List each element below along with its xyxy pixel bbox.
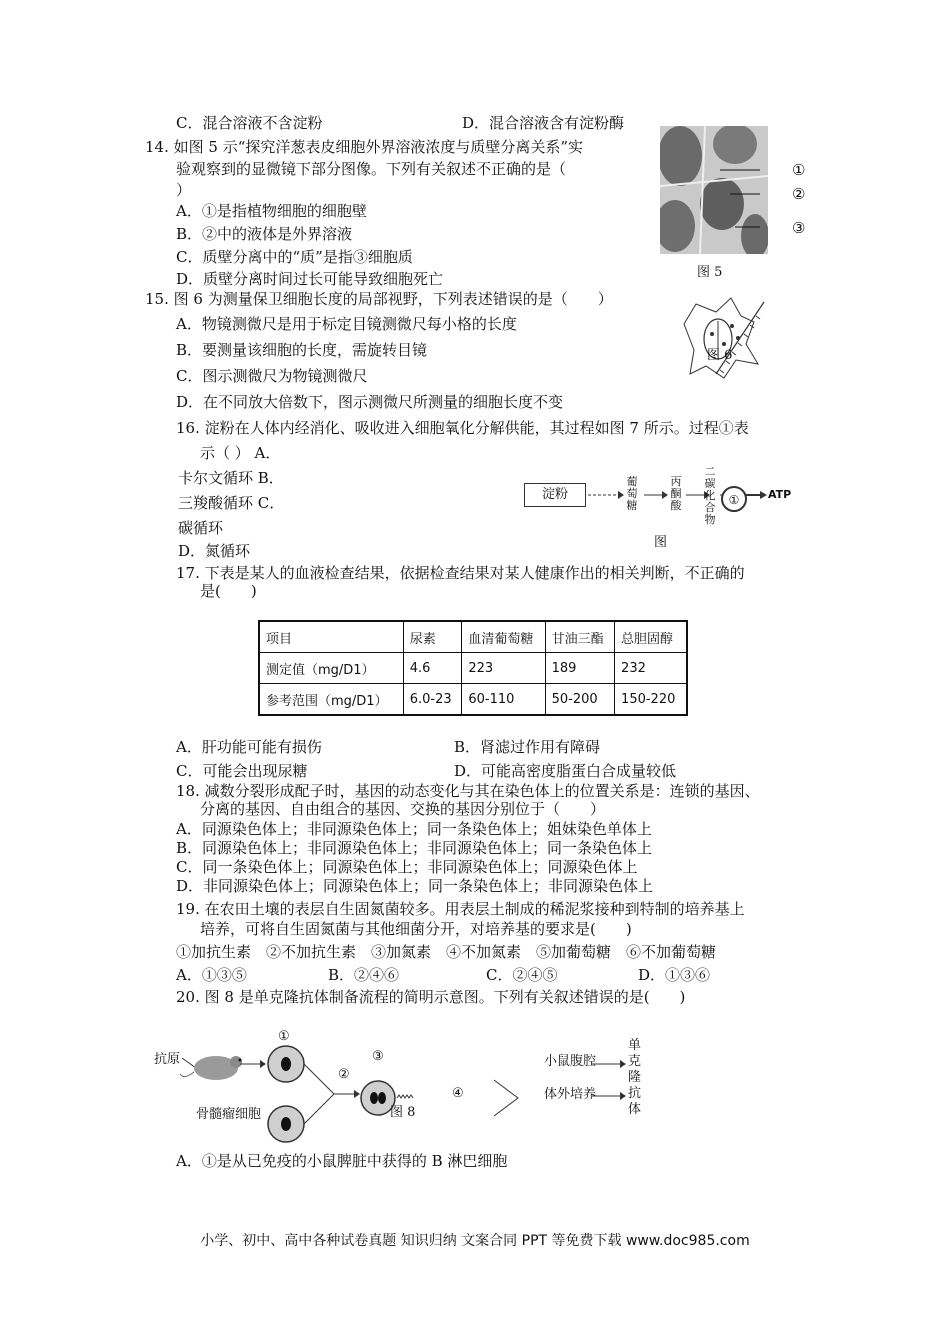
table-cell: 189	[545, 653, 614, 684]
q16-option-b: 三羧酸循环 C．	[178, 494, 285, 512]
q17-option-d: D．可能高密度脂蛋白合成量较低	[454, 762, 677, 780]
figure-5-pointer-lines	[720, 160, 760, 240]
figure-5-label-1: ①	[792, 161, 806, 179]
q16-option-c: 碳循环	[178, 519, 224, 537]
figure-8-product: 单克隆抗体	[628, 1038, 642, 1117]
q18-stem-line1: 18. 减数分裂形成配子时，基因的动态变化与其在染色体上的位置关系是：连锁的基因、	[176, 782, 760, 800]
q17-stem-line2: 是( )	[200, 582, 257, 600]
figure-8-mouse-abdomen: 小鼠腹腔	[544, 1054, 597, 1069]
figure-7-two-carbon: 二碳化合物	[704, 465, 716, 526]
q14-option-c: C．质壁分离中的“质”是指③细胞质	[176, 248, 413, 266]
q16-option-a: 卡尔文循环 B．	[178, 469, 284, 487]
figure-8-product-arrows	[592, 1056, 628, 1106]
q18-option-d: D．非同源染色体上；同源染色体上；同一条染色体上；非同源染色体上	[176, 877, 654, 895]
table-header-row	[259, 621, 687, 653]
q19-option-c: C．②④⑤	[486, 966, 558, 984]
q19-option-b: B．②④⑥	[328, 966, 400, 984]
q16-stem-line1: 16. 淀粉在人体内经消化、吸收进入细胞氧化分解供能，其过程如图 7 所示。过程①表	[176, 419, 749, 437]
q18-stem-line2: 分离的基因、自由组合的基因、交换的基因分别位于（ ）	[200, 800, 606, 818]
q19-stem-line1: 19. 在农田土壤的表层自生固氮菌较多。用表层土制成的稀泥浆接种到特制的培养基上	[176, 900, 745, 918]
q19-conditions: ①加抗生素 ②不加抗生素 ③加氮素 ④不加氮素 ⑤加葡萄糖 ⑥不加葡萄糖	[176, 943, 717, 961]
table-cell: 223	[462, 653, 545, 684]
figure-8-myeloma: 骨髓瘤细胞	[196, 1107, 262, 1122]
figure-7-atp: ATP	[768, 488, 792, 501]
table-cell: 测定值（mg/D1）	[259, 653, 403, 684]
q13-option-d: D．混合溶液含有淀粉酶	[462, 114, 625, 132]
q14-stem-line1: 14. 如图 5 示“探究洋葱表皮细胞外界溶液浓度与质壁分离关系”实	[145, 138, 584, 156]
q18-option-b: B．同源染色体上；非同源染色体上；非同源染色体上；同一条染色体上	[176, 839, 653, 857]
figure-8-antigen: 抗原	[154, 1052, 181, 1067]
q14-stem-line2: 验观察到的显微镜下部分图像。下列有关叙述不正确的是（	[176, 160, 567, 178]
table-cell: 50-200	[545, 684, 614, 716]
table-cell: 60-110	[462, 684, 545, 716]
table-header: 血清葡萄糖	[462, 621, 545, 653]
figure-8-step-2: ②	[338, 1067, 350, 1082]
q19-stem-line2: 培养，可将自生固氮菌与其他细菌分开，对培养基的要求是( )	[200, 920, 632, 938]
figure-8-step-1: ①	[278, 1029, 290, 1044]
table-row	[259, 653, 687, 684]
q13-option-c: C．混合溶液不含淀粉	[176, 114, 323, 132]
figure-7-glucose: 葡萄糖	[626, 475, 638, 512]
q14-option-a: A．①是指植物细胞的细胞壁	[176, 202, 367, 220]
figure-5-label-2: ②	[792, 185, 806, 203]
q15-option-a: A．物镜测微尺是用于标定目镜测微尺每小格的长度	[176, 315, 517, 333]
figure-7-starch-box: 淀粉	[524, 483, 586, 507]
q17-stem-line1: 17. 下表是某人的血液检查结果，依据检查结果对某人健康作出的相关判断，不正确的	[176, 564, 745, 582]
figure-6-caption: 图 6	[707, 348, 733, 363]
figure-8-caption: 图 8	[390, 1105, 416, 1120]
table-header: 甘油三酯	[545, 621, 614, 653]
figure-8-in-vitro: 体外培养	[544, 1087, 597, 1102]
q14-option-d: D．质壁分离时间过长可能导致细胞死亡	[176, 270, 444, 288]
q17-option-a: A．肝功能可能有损伤	[176, 738, 322, 756]
table-cell: 150-220	[615, 684, 687, 716]
table-row	[259, 684, 687, 716]
q16-option-d: D．氮循环	[178, 542, 251, 560]
q19-option-d: D．①③⑥	[638, 966, 711, 984]
figure-7-pyruvate: 丙酮酸	[670, 475, 682, 512]
q14-stem-line3: ）	[176, 181, 192, 199]
q20-stem: 20. 图 8 是单克隆抗体制备流程的简明示意图。下列有关叙述错误的是( )	[176, 988, 686, 1006]
q15-option-b: B．要测量该细胞的长度，需旋转目镜	[176, 341, 428, 359]
q14-option-b: B．②中的液体是外界溶液	[176, 225, 353, 243]
figure-6-guard-cell	[676, 294, 772, 384]
q18-option-a: A．同源染色体上；非同源染色体上；同一条染色体上；姐妹染色单体上	[176, 820, 652, 838]
q15-option-c: C．图示测微尺为物镜测微尺	[176, 367, 368, 385]
table-cell: 232	[615, 653, 687, 684]
table-cell: 参考范围（mg/D1）	[259, 684, 403, 716]
q18-option-c: C．同一条染色体上；同源染色体上；非同源染色体上；同源染色体上	[176, 858, 638, 876]
q15-stem: 15. 图 6 为测量保卫细胞长度的局部视野，下列表述错误的是（ ）	[145, 290, 613, 308]
q17-option-c: C．可能会出现尿糖	[176, 762, 308, 780]
figure-7-caption: 图	[654, 535, 668, 550]
figure-5-caption: 图 5	[697, 265, 723, 280]
figure-5-label-3: ③	[792, 219, 806, 237]
figure-7-step-1: ①	[728, 493, 740, 507]
q15-option-d: D．在不同放大倍数下，图示测微尺所测量的细胞长度不变	[176, 393, 564, 411]
table-header: 总胆固醇	[615, 621, 687, 653]
table-header: 项目	[259, 621, 403, 653]
figure-8-step-4: ④	[452, 1086, 464, 1101]
table-cell: 4.6	[403, 653, 462, 684]
table-header: 尿素	[403, 621, 462, 653]
q16-stem-line2: 示（ ） A．	[200, 444, 281, 462]
figure-8-step-3: ③	[372, 1049, 384, 1064]
q17-option-b: B．肾滤过作用有障碍	[454, 738, 601, 756]
table-cell: 6.0-23	[403, 684, 462, 716]
blood-test-table	[258, 620, 688, 716]
q20-option-a: A．①是从已免疫的小鼠脾脏中获得的 B 淋巴细胞	[176, 1152, 508, 1170]
page-footer: 小学、初中、高中各种试卷真题 知识归纳 文案合同 PPT 等免费下载 www.doc985.com	[200, 1233, 750, 1249]
q19-option-a: A．①③⑤	[176, 966, 247, 984]
